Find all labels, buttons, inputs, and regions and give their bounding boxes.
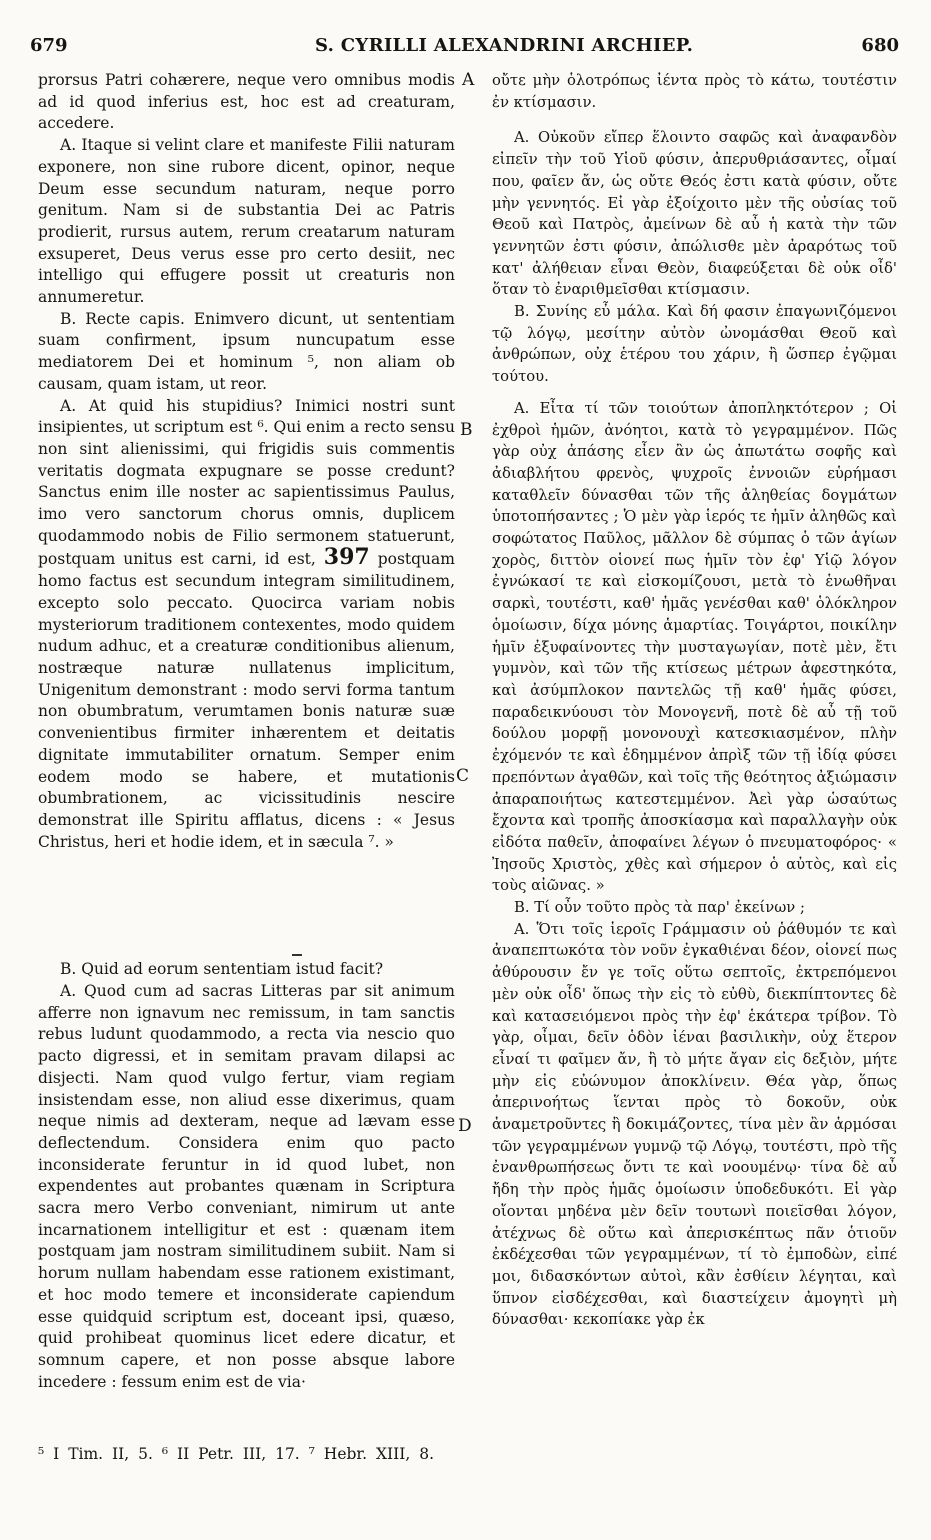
latin-paragraph-text: A. At quid his stupidius? Inimici nostri sunt insipientes, ut scriptum est ⁶. Qui enim a recto sensu non sint alienissimi, qui frigidis suis commentis veritatis dogmata expugnare se posse credunt? Sanctus enim ille noster ac sapientissimus Paulus, imo vero sanctorum chorus omnis, duplicem quodammodo nobis de Filio sermonem statuerunt, postquam unitus est carni, id est, [38,396,455,569]
footnotes: ⁵ I Tim. II, 5. ⁶ II Petr. III, 17. ⁷ Hebr. XIII, 8. [38,1445,435,1463]
column-number: 397 [323,544,370,571]
latin-paragraph: B. Recte capis. Enimvero dicunt, ut sententiam suam confirment, ipsum nuncupatum esse mediatorem Dei et hominum ⁵, non aliam ob causam, quam istam, ut reor. [38,309,455,393]
running-header [0,0,931,60]
greek-paragraph: οὔτε μὴν ὁλοτρόπως ἰέντα πρὸς τὸ κάτω, τουτέστιν ἐν κτίσμασιν. [492,72,897,111]
greek-paragraph: Α. Ὅτι τοῖς ἱεροῖς Γράμμασιν οὐ ῥάθυμόν τε καὶ ἀναπεπτωκότα τὸν νοῦν ἐγκαθιέναι δέον, οἱονεί πως ἀθύρουσιν ἔν γε τοῖς οὕτω σεπτοῖς, ἐκτρεπόμενοι μὲν οὐκ οἶδ' ὅπως τὴν εἰς τὸ εὐθὺ, διεκπίπτοντες δὲ καὶ κατασειόμενοι πρὸς τὴν ἐφ' ἑκάτερα τρίβον. Τὸ γὰρ, οἶμαι, δεῖν ὁδὸν ἰέναι βασιλικὴν, οὐχ ἕτερον εἶναί τι φαῖμεν ἄν, ἢ τὸ μήτε ἄγαν εἰς δεξιὸν, μήτε μὴν εἰς εὐώνυμον ἀποκλίνειν. Θέα γὰρ, ὅπως ἀπερινοήτως ἵενται πρὸς τὸ δοκοῦν, οὐκ ἀναμετροῦντες ἢ δοκιμάζοντες, τίνα μὲν ἂν ἁρμόσαι τῶν γεγραμμένων γυμνῷ τῷ Λόγῳ, τουτέστι, πρὸ τῆς ἐνανθρωπήσεως ὄντι τε καὶ νοουμένῳ· τίνα δὲ αὖ ἤδη τὴν πρὸς ἡμᾶς ὁμοίωσιν ὑποδεδυκότι. Εἰ γὰρ οἴονται μηδένα μὲν δεῖν τουτωνὶ ποιεῖσθαι λόγον, ἀτέχνως δὲ οὕτω καὶ ἀπερισκέπτως πᾶν ὁτιοῦν ἐκδέχεσθαι τῶν γεγραμμένων, τί τὸ ἐμποδὼν, εἰπέ μοι, διδασκόντων αὐτοὶ, κἂν ἐσθίειν λέγηται, καὶ ὕπνον εἰσδέχεσθαι, καὶ διαστείχειν ἀμογητὶ μὴ δύνασθαι· κεκοπίακε γὰρ ἐκ [492,920,897,1329]
latin-column [38,70,455,1393]
greek-paragraph: Β. Συνίης εὖ μάλα. Καὶ δή φασιν ἐπαγωνιζόμενοι τῷ λόγῳ, μεσίτην αὐτὸν ὠνομάσθαι Θεοῦ καὶ ἀνθρώπων, οὐχ ἑτέρου του χάριν, ἢ ὥσπερ ἐγῷμαι τούτου. [492,303,897,386]
page-number-left: 679 [30,35,68,56]
latin-paragraph: A. Quod cum ad sacras Litteras par sit animum afferre non ignavum nec remissum, in tam sanctis rebus ludunt quodammodo, a recta via nescio quo pacto digressi, et in semitam pravam dilapsi ac disjecti. Nam quod vulgo fertur, viam regiam insistendam esse, non aliud esse dixerimus, quam neque nimis ad dexteram, neque ad lævam esse deflectendum. Considera enim quo pacto inconsiderate feruntur in id quod lubet, non expendentes aut probantes quænam in Scriptura sacra mero Verbo conveniant, nimirum ut ante incarnationem intelligitur et est : quænam item postquam jam nostram similitudinem subiit. Nam si horum nullam habendam esse rationem existimant, et hoc modo temere et inconsiderate capiendum esse quidquid scriptum est, doceant ipsi, quæso, quid prohibeat quominus licet edere dicatur, et somnum capere, et non posse absque labore incedere : fessum enim est de via· [38,982,455,1391]
latin-paragraph [38,396,455,854]
margin-marker-c: C [456,766,470,786]
margin-marker-b: B [460,420,473,440]
greek-column [492,70,897,1331]
latin-paragraph: B. Quid ad eorum sententiam istud facit? [60,960,384,979]
latin-paragraph-text: postquam homo factus est secundum integram similitudinem, excepto solo peccato. Quocirca variam nobis mysteriorum traditionem contexentes, modo quidem nudum adhuc, et a creaturæ conditionibus alienum, nostræque naturæ nullatenus implicitum, Unigenitum demonstrant : modo servi forma tantum non obumbratum, verumtamen bonis naturæ suæ convenientibus firmiter inhærentem et deitatis dignitate immutabiliter ornatum. Semper enim eodem modo se habere, et mutationis obumbrationem, ac vicissitudinis nescire demonstrat ille Spiritu afflatus, dicens : « Jesus Christus, heri et hodie idem, et in sæcula ⁷. » [38,550,455,851]
latin-paragraph: prorsus Patri cohærere, neque vero omnibus modis ad id quod inferius est, hoc est ad creaturam, accedere. [38,71,455,133]
latin-paragraph: A. Itaque si velint clare et manifeste Filii naturam exponere, non sine rubore dicent, opinor, neque Deum esse secundum naturam, neque porro genitum. Nam si de substantia Dei ac Patris prodierit, rursus autem, rerum creatarum naturam exsuperet, Deus verus esse pro certo desiit, nec intelligo qui effugere possit ut creaturis non annumeretur. [38,136,455,307]
margin-marker-d: D [458,1116,472,1136]
section-dash [292,954,302,956]
margin-marker-a: A [462,70,475,90]
greek-paragraph: Β. Τί οὖν τοῦτο πρὸς τὰ παρ' ἐκείνων ; [514,899,805,917]
page-number-right: 680 [861,35,899,56]
greek-paragraph: Α. Οὐκοῦν εἴπερ ἕλοιντο σαφῶς καὶ ἀναφανδὸν εἰπεῖν τὴν τοῦ Υἱοῦ φύσιν, ἀπερυθριάσαντες, οἶμαί που, φαῖεν ἄν, ὡς οὔτε Θεός ἐστι κατὰ φύσιν, οὔτε μὴν γεννητός. Εἰ γὰρ ἐξοίχοιτο μὲν τῆς οὐσίας τοῦ Θεοῦ καὶ Πατρὸς, ἀμείνων δὲ αὖ ἡ κατὰ τὴν τῶν γεννητῶν ἐστι φύσιν, ἀπώλισθε μὲν ἀραρότως τοῦ κατ' ἀλήθειαν εἶναι Θεὸν, διαφεύξεται δὲ οὐκ οἶδ' ὅταν τὸ ἐναριθμεῖσθαι κτίσμασιν. [492,129,897,299]
greek-paragraph: Α. Εἶτα τί τῶν τοιούτων ἀποπληκτότερον ; Οἱ ἐχθροὶ ἡμῶν, ἀνόητοι, κατὰ τὸ γεγραμμένον. Πῶς γὰρ οὐχ ἁπάσης εἶεν ἂν ὡς ἀπωτάτω σοφῆς καὶ ἀδιαβλήτου φρενὸς, ψυχροῖς ἐννοιῶν εὑρήμασι καταθλεῖν δύνασθαι τῶν τῆς ἀληθείας δογμάτων ὑποτοπήσαντες ; Ὁ μὲν γὰρ ἱερός τε ἡμῖν ἀληθῶς καὶ σοφώτατος Παῦλος, μᾶλλον δὲ σύμπας ὁ τῶν ἁγίων χορὸς, διττὸν οἱονεί πως ἡμῖν τὸν ἐφ' Υἱῷ λόγον ἐγνώκασί τε καὶ εἰσκομίζουσι, μετὰ τὸ ἑνωθῆναι σαρκὶ, τουτέστι, καθ' ἡμᾶς γενέσθαι καθ' ὁλόκληρον ὁμοίωσιν, δίχα μόνης ἁμαρτίας. Τοιγάρτοι, ποικίλην ἡμῖν ἐξυφαίνοντες τὴν μυσταγωγίαν, ποτὲ μὲν, ἔτι γυμνὸν, καὶ τῶν τῆς κτίσεως μέτρων ἀφεστηκότα, καὶ ἀσύμπλοκον παντελῶς τῇ καθ' ἡμᾶς φύσει, παραδεικνύουσι τὸν Μονογενῆ, ποτὲ δὲ αὖ τῇ τοῦ δούλου μορφῇ μονονουχὶ κατεσκιασμένον, πλὴν ἐχόμενόν τε καὶ ἐδημμένον ἀπρὶξ τῶν τῇ ἰδίᾳ φύσει πρεπόντων ἀγαθῶν, καὶ τοῖς τῆς θεότητος ἀξιώμασιν ἀπαραποιήτως κατεστεμμένον. Ἀεὶ γὰρ ὡσαύτως ἔχοντα καὶ τροπῆς ἀποσκίασμα καὶ παραλλαγὴν οὐκ εἰδότα παθεῖν, ἀποφαίνει λέγων ὁ πνευματοφόρος· « Ἰησοῦς Χριστὸς, χθὲς καὶ σήμερον ὁ αὐτὸς, καὶ εἰς τοὺς αἰῶνας. » [492,399,897,895]
running-title: S. CYRILLI ALEXANDRINI ARCHIEP. [315,35,694,56]
